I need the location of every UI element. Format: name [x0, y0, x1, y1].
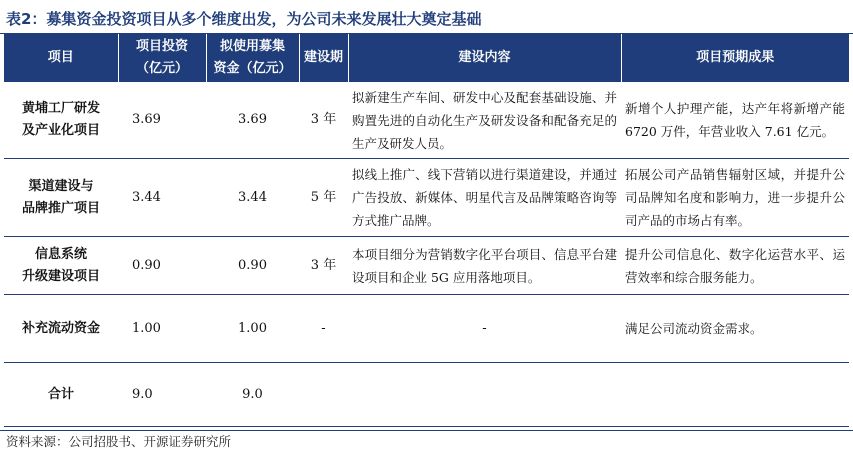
table-total-row [4, 363, 849, 427]
row-result: 满足公司流动资金需求。 [621, 295, 849, 363]
row-item-line1: 信息系统 [34, 246, 87, 262]
fundraising-projects-table [4, 34, 849, 427]
row-invest: 9.0 [118, 363, 206, 427]
row-content [348, 363, 621, 427]
row-result [621, 363, 849, 427]
row-invest: 1.00 [118, 295, 206, 363]
row-raise: 3.44 [206, 159, 299, 237]
table-row [4, 159, 849, 237]
row-content: - [348, 295, 621, 363]
header-invest-line2: （亿元） [135, 61, 188, 76]
row-period [299, 363, 348, 427]
row-period: 3 年 [299, 237, 348, 295]
row-raise: 9.0 [206, 363, 299, 427]
row-period: 5 年 [299, 159, 348, 237]
row-invest: 3.44 [118, 159, 206, 237]
header-content: 建设内容 [348, 34, 621, 82]
header-result: 项目预期成果 [621, 34, 849, 82]
row-item-line1: 渠道建设与 [28, 178, 94, 194]
header-raise-line2: 资金（亿元） [213, 61, 292, 76]
row-item: 合计 [4, 363, 118, 427]
row-invest: 3.69 [118, 82, 206, 159]
table-title: 表2：募集资金投资项目从多个维度出发，为公司未来发展壮大奠定基础 [6, 10, 482, 28]
header-raise [206, 34, 299, 82]
row-period: - [299, 295, 348, 363]
table-row [4, 295, 849, 363]
row-period: 3 年 [299, 82, 348, 159]
bottom-rule [0, 430, 853, 431]
row-result: 新增个人护理产能，达产年将新增产能 6720 万件，年营业收入 7.61 亿元。 [621, 82, 849, 159]
row-item-line1: 黄埔工厂研发 [21, 101, 100, 116]
header-item: 项目 [4, 34, 118, 82]
row-item-line2: 品牌推广项目 [21, 200, 100, 216]
table-row [4, 82, 849, 159]
header-raise-line1: 拟使用募集 [219, 39, 285, 54]
row-result: 拓展公司产品销售辐射区域，并提升公司品牌知名度和影响力，进一步提升公司产品的市场占有率。 [621, 159, 849, 237]
row-content: 拟线上推广、线下营销以进行渠道建设，并通过广告投放、新媒体、明星代言及品牌策略咨询等方式推广品牌。 [348, 159, 621, 237]
table-row [4, 237, 849, 295]
header-period: 建设期 [299, 34, 348, 82]
row-item-line2: 升级建设项目 [21, 268, 100, 284]
header-invest-line1: 项目投资 [135, 39, 188, 54]
row-item [4, 237, 118, 295]
row-raise: 0.90 [206, 237, 299, 295]
row-raise: 1.00 [206, 295, 299, 363]
row-item [4, 82, 118, 159]
row-item: 补充流动资金 [4, 295, 118, 363]
header-invest [118, 34, 206, 82]
row-content: 本项目细分为营销数字化平台项目、信息平台建设项目和企业 5G 应用落地项目。 [348, 237, 621, 295]
row-result: 提升公司信息化、数字化运营水平、运营效率和综合服务能力。 [621, 237, 849, 295]
row-raise: 3.69 [206, 82, 299, 159]
row-item-line2: 及产业化项目 [21, 123, 100, 138]
source-note: 资料来源：公司招股书、开源证券研究所 [6, 434, 232, 449]
row-content: 拟新建生产车间、研发中心及配套基础设施、并购置先进的自动化生产及研发设备和配备充足的生产及研发人员。 [348, 82, 621, 159]
row-invest: 0.90 [118, 237, 206, 295]
row-item [4, 159, 118, 237]
table-header-row [4, 34, 849, 82]
